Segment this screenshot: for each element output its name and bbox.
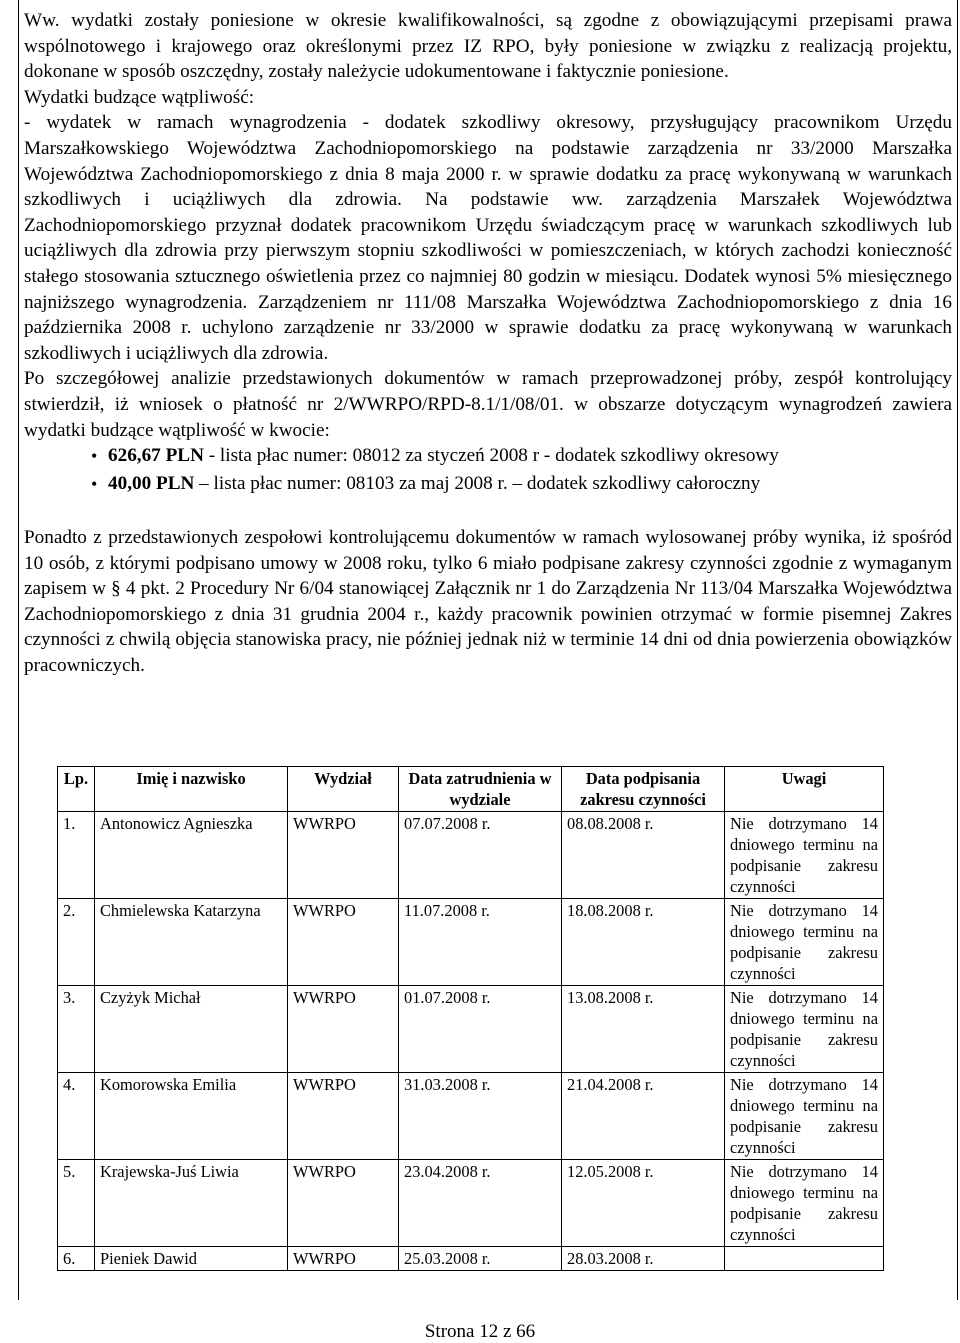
bullet-icon: • xyxy=(91,446,98,467)
cell-remarks: Nie dotrzymano 14 dniowego terminu na podpisanie zakresu czynności xyxy=(725,899,884,986)
cell-lp: 1. xyxy=(58,812,95,899)
cell-signing-date: 12.05.2008 r. xyxy=(562,1160,725,1247)
table-row xyxy=(58,986,884,1073)
cell-name: Pieniek Dawid xyxy=(95,1247,288,1271)
cost-amount: 40,00 PLN xyxy=(108,473,195,495)
header-department: Wydział xyxy=(288,767,399,812)
header-signing-date: Data podpisania zakresu czynności xyxy=(562,767,725,812)
cell-remarks xyxy=(725,1247,884,1271)
cell-lp: 3. xyxy=(58,986,95,1073)
cell-employment-date: 23.04.2008 r. xyxy=(399,1160,562,1247)
cell-signing-date: 18.08.2008 r. xyxy=(562,899,725,986)
cell-lp: 6. xyxy=(58,1247,95,1271)
table-row xyxy=(58,1160,884,1247)
doubtful-costs-list xyxy=(24,443,952,497)
cell-department: WWRPO xyxy=(288,899,399,986)
list-item xyxy=(24,443,952,469)
cell-name: Krajewska-Juś Liwia xyxy=(95,1160,288,1247)
page-number: Strona 12 z 66 xyxy=(424,1321,536,1342)
cell-department: WWRPO xyxy=(288,1247,399,1271)
table-row xyxy=(58,1247,884,1271)
cell-name: Komorowska Emilia xyxy=(95,1073,288,1160)
header-employment-date: Data zatrudnienia w wydziale xyxy=(399,767,562,812)
cell-name: Chmielewska Katarzyna xyxy=(95,899,288,986)
cell-department: WWRPO xyxy=(288,1160,399,1247)
cell-remarks: Nie dotrzymano 14 dniowego terminu na podpisanie zakresu czynności xyxy=(725,1073,884,1160)
cell-signing-date: 21.04.2008 r. xyxy=(562,1073,725,1160)
header-name: Imię i nazwisko xyxy=(95,767,288,812)
cell-department: WWRPO xyxy=(288,812,399,899)
paragraph-expenses-summary: Ww. wydatki zostały poniesione w okresie kwalifikowalności, są zgodne z obowiązującymi przepisami prawa wspólnotowego i krajowego oraz określonymi przez IZ RPO, były poniesione w związku z realizacją projektu, dokonane w sposób oszczędny, zostały należycie udokumentowane i faktycznie poniesione. xyxy=(24,10,952,83)
cell-employment-date: 01.07.2008 r. xyxy=(399,986,562,1073)
cost-description: - lista płac numer: 08012 za styczeń 2008 r - dodatek szkodliwy okresowy xyxy=(203,445,779,467)
employees-table xyxy=(57,766,884,1271)
cell-department: WWRPO xyxy=(288,1073,399,1160)
cell-lp: 4. xyxy=(58,1073,95,1160)
cell-name: Antonowicz Agnieszka xyxy=(95,812,288,899)
table-row xyxy=(58,1073,884,1160)
cell-department: WWRPO xyxy=(288,986,399,1073)
cell-employment-date: 31.03.2008 r. xyxy=(399,1073,562,1160)
bullet-icon: • xyxy=(91,474,98,495)
paragraph-control-finding: Po szczegółowej analizie przedstawionych dokumentów w ramach przeprowadzonej próby, zespół kontrolujący stwierdził, iż wniosek o płatność nr 2/WWRPO/RPD-8.1/1/08/01. w obszarze dotyczącym wynagrodzeń zawiera wydatki budzące wątpliwość w kwocie: xyxy=(24,368,952,441)
cell-remarks: Nie dotrzymano 14 dniowego terminu na podpisanie zakresu czynności xyxy=(725,1160,884,1247)
table-row xyxy=(58,812,884,899)
cell-signing-date: 08.08.2008 r. xyxy=(562,812,725,899)
table-header-row xyxy=(58,767,884,812)
paragraph-doubtful-heading: Wydatki budzące wątpliwość: xyxy=(24,86,255,108)
cell-employment-date: 07.07.2008 r. xyxy=(399,812,562,899)
cell-signing-date: 28.03.2008 r. xyxy=(562,1247,725,1271)
list-item xyxy=(24,471,952,497)
document-body xyxy=(24,8,952,679)
cell-name: Czyżyk Michał xyxy=(95,986,288,1073)
table-row xyxy=(58,899,884,986)
header-remarks: Uwagi xyxy=(725,767,884,812)
cell-employment-date: 11.07.2008 r. xyxy=(399,899,562,986)
cell-lp: 5. xyxy=(58,1160,95,1247)
cost-description: – lista płac numer: 08103 za maj 2008 r. – dodatek szkodliwy całoroczny xyxy=(194,473,761,495)
cell-remarks: Nie dotrzymano 14 dniowego terminu na podpisanie zakresu czynności xyxy=(725,986,884,1073)
paragraph-scope-of-duties: Ponadto z przedstawionych zespołowi kontrolującemu dokumentów w ramach wylosowanej próby wynika, iż spośród 10 osób, z którymi podpisano umowy w 2008 roku, tylko 6 miało podpisane zakresy czynności zgodnie z wymaganym zapisem w § 4 pkt. 2 Procedury Nr 6/04 stanowiącej Załącznik nr 1 do Zarządzenia Nr 113/04 Marszałka Województwa Zachodniopomorskiego z dnia 31 grudnia 2004 r., każdy pracownik powinien otrzymać w formie pisemnej Zakres czynności z chwilą objęcia stanowiska pracy, nie później jednak niż w terminie 14 dni od dnia powierzenia obowiązków pracowniczych. xyxy=(24,527,952,677)
header-lp: Lp. xyxy=(58,767,95,812)
cell-remarks: Nie dotrzymano 14 dniowego terminu na podpisanie zakresu czynności xyxy=(725,812,884,899)
paragraph-harmful-allowance: - wydatek w ramach wynagrodzenia - dodatek szkodliwy okresowy, przysługujący pracownikom Urzędu Marszałkowskiego Województwa Zachodniopomorskiego na podstawie zarządzenia nr 33/2000 Marszałka Województwa Zachodniopomorskiego z dnia 8 maja 2000 r. w sprawie dodatku za pracę wykonywaną w warunkach szkodliwych i uciążliwych dla zdrowia. Na podstawie ww. zarządzenia Marszałek Województwa Zachodniopomorskiego przyznał dodatek pracownikom Urzędu świadczącym pracę w warunkach szkodliwych lub uciążliwych dla zdrowia przy pierwszym stopniu szkodliwości w pomieszczeniach, w których zachodzi konieczność stałego stosowania sztucznego oświetlenia przez co najmniej 80 godzin w miesiącu. Dodatek wynosi 5% miesięcznego najniższego wynagrodzenia. Zarządzeniem nr 111/08 Marszałka Województwa Zachodniopomorskiego z dnia 16 października 2008 r. uchylono zarządzenie nr 33/2000 w sprawie dodatku za pracę wykonywaną w warunkach szkodliwych i uciążliwych dla zdrowia. xyxy=(24,112,952,364)
cell-employment-date: 25.03.2008 r. xyxy=(399,1247,562,1271)
cost-amount: 626,67 PLN xyxy=(108,445,204,467)
cell-signing-date: 13.08.2008 r. xyxy=(562,986,725,1073)
cell-lp: 2. xyxy=(58,899,95,986)
